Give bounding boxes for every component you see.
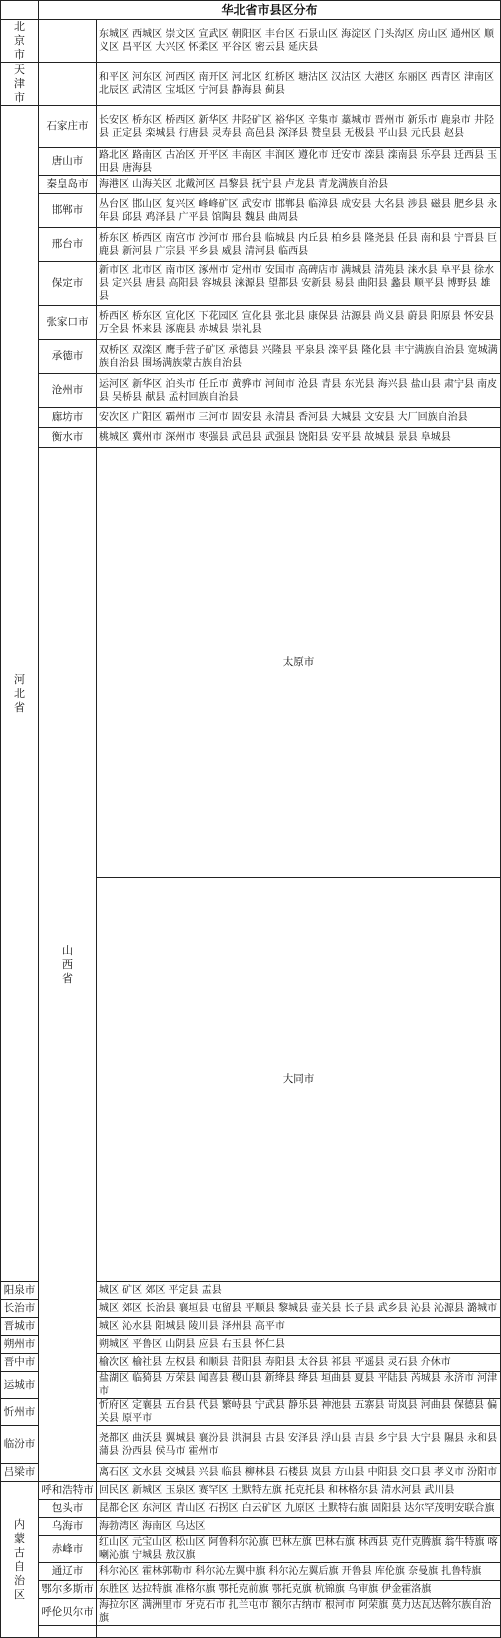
city-cell: 沧州市	[39, 374, 97, 408]
table-row	[1, 448, 501, 878]
district-list: 盐湖区 临猗县 万荣县 闻喜县 稷山县 新绛县 绛县 垣曲县 夏县 平陆县 芮城县 永济市 河津市	[97, 1372, 501, 1399]
province-cell	[39, 448, 97, 1482]
city-cell: 太原市	[97, 448, 501, 878]
table-title: 华北省市县区分布	[39, 1, 501, 20]
city-cell: 乌海市	[39, 1518, 97, 1536]
city-cell: 呼和浩特市	[39, 1482, 97, 1500]
city-cell: 赤峰市	[39, 1536, 97, 1563]
city-cell: 晋中市	[1, 1354, 39, 1372]
city-cell: 秦皇岛市	[39, 176, 97, 194]
district-list: 新市区 北市区 南市区 涿州市 定州市 安国市 高碑店市 满城县 清苑县 涞水县 阜平县 徐水县 定兴县 唐县 高阳县 容城县 涞源县 望都县 安新县 易县 曲阳县 蠡县 顺平县 博野县 雄县	[97, 262, 501, 306]
district-list: 海勃湾区 海南区 乌达区	[97, 1518, 501, 1536]
district-list: 丛台区 邯山区 复兴区 峰峰矿区 武安市 邯郸县 临漳县 成安县 大名县 涉县 磁县 肥乡县 永年县 邱县 鸡泽县 广平县 馆陶县 魏县 曲周县	[97, 194, 501, 228]
table-row	[1, 1482, 501, 1500]
province-cell	[1, 1482, 39, 1638]
city-cell: 运城市	[1, 1372, 39, 1399]
province-name: 河北省	[14, 672, 25, 714]
title-row	[1, 1, 501, 20]
table-row	[1, 340, 501, 374]
district-list: 昆都仑区 东河区 青山区 石拐区 白云矿区 九原区 土默特右旗 固阳县 达尔罕茂明安联合旗	[97, 1500, 501, 1518]
city-cell: 鄂尔多斯市	[39, 1581, 97, 1599]
district-list: 安次区 广阳区 霸州市 三河市 固安县 永清县 香河县 大城县 文安县 大厂回族自治县	[97, 408, 501, 428]
table-row	[1, 148, 501, 176]
city-cell: 忻州市	[1, 1399, 39, 1426]
city-cell: 张家口市	[39, 306, 97, 340]
corner-cell	[1, 1, 39, 20]
province-cell	[1, 63, 39, 106]
district-list: 朔城区 平鲁区 山阴县 应县 右玉县 怀仁县	[97, 1336, 501, 1354]
district-list: 城区 郊区 长治县 襄垣县 屯留县 平顺县 黎城县 壶关县 长子县 武乡县 沁县 沁源县 潞城市	[97, 1300, 501, 1318]
city-cell: 廊坊市	[39, 408, 97, 428]
table-row	[1, 428, 501, 448]
city-cell: 衡水市	[39, 428, 97, 448]
city-cell	[39, 20, 97, 63]
district-list: 海拉尔区 满洲里市 牙克石市 扎兰屯市 额尔古纳市 根河市 阿荣旗 莫力达瓦达斡尔族自治旗	[97, 1599, 501, 1626]
district-list	[97, 1626, 501, 1638]
table-row	[1, 408, 501, 428]
city-cell: 大同市	[97, 878, 501, 1282]
table-row	[1, 176, 501, 194]
city-cell: 唐山市	[39, 148, 97, 176]
city-cell: 呼伦贝尔市	[39, 1599, 97, 1626]
district-list: 尧都区 曲沃县 翼城县 襄汾县 洪洞县 古县 安泽县 浮山县 吉县 乡宁县 大宁县 隰县 永和县 蒲县 汾西县 侯马市 霍州市	[97, 1426, 501, 1464]
city-cell: 朔州市	[1, 1336, 39, 1354]
province-cell	[1, 20, 39, 63]
table-row	[1, 1626, 501, 1638]
table-row	[1, 262, 501, 306]
table-row	[1, 306, 501, 340]
table-row	[1, 374, 501, 408]
table-row	[1, 1518, 501, 1536]
city-cell: 通辽市	[39, 1563, 97, 1581]
city-cell	[39, 63, 97, 106]
city-cell: 阳泉市	[1, 1282, 39, 1300]
table-row	[1, 1599, 501, 1626]
province-name: 北京市	[14, 20, 25, 61]
city-cell: 邢台市	[39, 228, 97, 262]
province-name: 天津市	[14, 63, 25, 104]
city-cell: 石家庄市	[39, 106, 97, 148]
district-list: 双桥区 双滦区 鹰手营子矿区 承德县 兴隆县 平泉县 滦平县 隆化县 丰宁满族自治县 宽城满族自治县 围场满族蒙古族自治县	[97, 340, 501, 374]
district-list: 榆次区 榆社县 左权县 和顺县 昔阳县 寿阳县 太谷县 祁县 平遥县 灵石县 介休市	[97, 1354, 501, 1372]
district-list: 城区 矿区 郊区 平定县 盂县	[97, 1282, 501, 1300]
district-list: 长安区 桥东区 桥西区 新华区 井陉矿区 裕华区 辛集市 藁城市 晋州市 新乐市 鹿泉市 井陉县 正定县 栾城县 行唐县 灵寿县 高邑县 深泽县 赞皇县 无极县 平山县 元氏县 赵县	[97, 106, 501, 148]
district-list: 运河区 新华区 泊头市 任丘市 黄骅市 河间市 沧县 青县 东光县 海兴县 盐山县 肃宁县 南皮县 吴桥县 献县 孟村回族自治县	[97, 374, 501, 408]
province-name: 山西省	[62, 943, 73, 985]
table-row	[1, 1581, 501, 1599]
district-list: 回民区 新城区 玉泉区 赛罕区 土默特左旗 托克托县 和林格尔县 清水河县 武川县	[97, 1482, 501, 1500]
district-list: 东城区 西城区 崇文区 宣武区 朝阳区 丰台区 石景山区 海淀区 门头沟区 房山区 通州区 顺义区 昌平区 大兴区 怀柔区 平谷区 密云县 延庆县	[97, 20, 501, 63]
city-cell: 邯郸市	[39, 194, 97, 228]
district-list: 离石区 文水县 交城县 兴县 临县 柳林县 石楼县 岚县 方山县 中阳县 交口县 孝义市 汾阳市	[97, 1464, 501, 1482]
city-cell: 临汾市	[1, 1426, 39, 1464]
district-list: 桥东区 桥西区 南宫市 沙河市 邢台县 临城县 内丘县 柏乡县 隆尧县 任县 南和县 宁晋县 巨鹿县 新河县 广宗县 平乡县 威县 清河县 临西县	[97, 228, 501, 262]
city-cell: 包头市	[39, 1500, 97, 1518]
city-cell: 保定市	[39, 262, 97, 306]
table-row	[1, 194, 501, 228]
district-list: 忻府区 定襄县 五台县 代县 繁峙县 宁武县 静乐县 神池县 五寨县 岢岚县 河曲县 保德县 偏关县 原平市	[97, 1399, 501, 1426]
city-cell: 长治市	[1, 1300, 39, 1318]
table-row	[1, 1536, 501, 1563]
province-name: 内蒙古自治区	[14, 1517, 25, 1601]
table-row	[1, 1563, 501, 1581]
district-list: 科尔沁区 霍林郭勒市 科尔沁左翼中旗 科尔沁左翼后旗 开鲁县 库伦旗 奈曼旗 扎鲁特旗	[97, 1563, 501, 1581]
province-cell	[1, 106, 39, 1282]
table-row	[1, 106, 501, 148]
table-row	[1, 63, 501, 106]
district-list: 路北区 路南区 古冶区 开平区 丰南区 丰润区 遵化市 迁安市 滦县 滦南县 乐亭县 迁西县 玉田县 唐海县	[97, 148, 501, 176]
district-list: 海港区 山海关区 北戴河区 昌黎县 抚宁县 卢龙县 青龙满族自治县	[97, 176, 501, 194]
city-cell: 吕梁市	[1, 1464, 39, 1482]
city-cell: 晋城市	[1, 1318, 39, 1336]
district-list: 桃城区 冀州市 深州市 枣强县 武邑县 武强县 饶阳县 安平县 故城县 景县 阜城县	[97, 428, 501, 448]
district-list: 桥西区 桥东区 宣化区 下花园区 宣化县 张北县 康保县 沽源县 尚义县 蔚县 阳原县 怀安县 万全县 怀来县 涿鹿县 赤城县 崇礼县	[97, 306, 501, 340]
table-row	[1, 228, 501, 262]
district-list: 东胜区 达拉特旗 准格尔旗 鄂托克前旗 鄂托克旗 杭锦旗 乌审旗 伊金霍洛旗	[97, 1581, 501, 1599]
district-list: 红山区 元宝山区 松山区 阿鲁科尔沁旗 巴林左旗 巴林右旗 林西县 克什克腾旗 翁牛特旗 喀喇沁旗 宁城县 敖汉旗	[97, 1536, 501, 1563]
city-cell: 承德市	[39, 340, 97, 374]
city-cell	[39, 1626, 97, 1638]
table-row	[1, 1500, 501, 1518]
district-list: 和平区 河东区 河西区 南开区 河北区 红桥区 塘沽区 汉沽区 大港区 东丽区 西青区 津南区 北辰区 武清区 宝坻区 宁河县 静海县 蓟县	[97, 63, 501, 106]
table-row	[1, 20, 501, 63]
district-list: 城区 沁水县 阳城县 陵川县 泽州县 高平市	[97, 1318, 501, 1336]
